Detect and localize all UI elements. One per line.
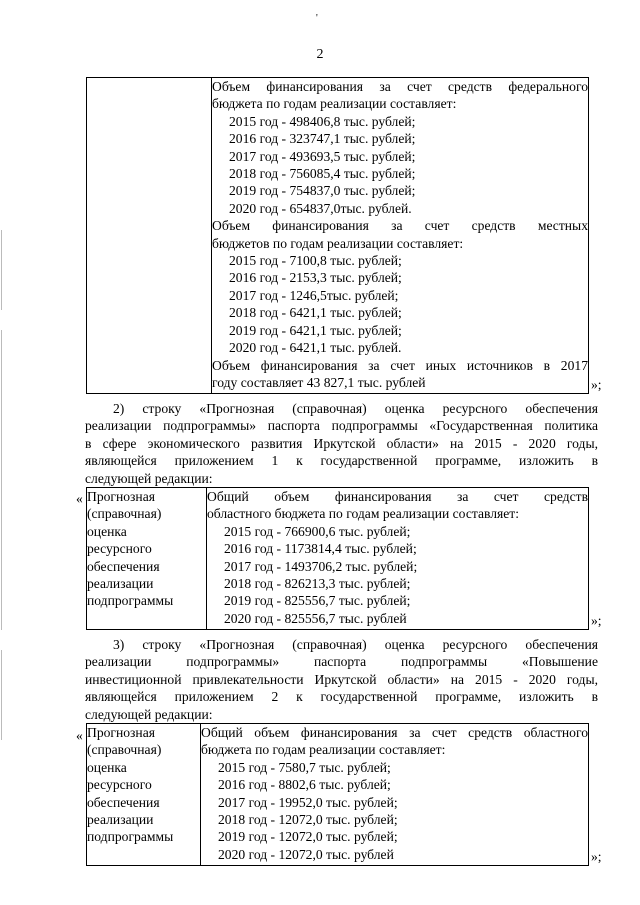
label-line: ресурсного	[87, 541, 152, 557]
closing-quote: »;	[591, 613, 602, 628]
text-line: следующей редакции:	[85, 470, 213, 486]
text-line: реализации подпрограммы» паспорта подпрограммы «Государственная политика	[85, 418, 598, 434]
text-line: реализации подпрограммы» паспорта подпрограммы «Повышение	[85, 654, 598, 670]
label-line: подпрограммы	[87, 593, 174, 609]
text-line: следующей редакции:	[85, 706, 213, 722]
scan-mark: '	[316, 13, 318, 24]
year-line: 2017 год - 493693,5 тыс. рублей;	[229, 148, 416, 164]
label-cell	[87, 488, 207, 630]
text-line: в сфере экономического развития Иркутской области» на 2015 - 2020 годы,	[85, 435, 598, 451]
year-line: 2016 год - 2153,3 тыс. рублей;	[229, 270, 402, 286]
page-number: 2	[316, 47, 324, 62]
year-line: 2015 год - 498406,8 тыс. рублей;	[229, 113, 416, 129]
label-line: обеспечения	[87, 794, 160, 810]
opening-quote: «	[76, 491, 83, 506]
year-line: 2015 год - 7100,8 тыс. рублей;	[229, 253, 402, 269]
text-line: бюджета по годам реализации составляет:	[201, 742, 446, 758]
scan-artifact-line	[1, 230, 2, 310]
text-line: году составляет 43 827,1 тыс. рублей	[212, 374, 426, 390]
label-line: (справочная)	[87, 506, 162, 522]
year-line: 2018 год - 12072,0 тыс. рублей;	[218, 812, 398, 828]
year-line: 2020 год - 654837,0тыс. рублей.	[229, 200, 412, 216]
label-line: оценка	[87, 523, 127, 539]
year-line: 2016 год - 8802,6 тыс. рублей;	[218, 777, 391, 793]
label-cell	[87, 724, 201, 866]
text-line: инвестиционной привлекательности Иркутской области» на 2015 - 2020 годы,	[85, 671, 598, 687]
text-line: областного бюджета по годам реализации составляет:	[207, 506, 520, 522]
closing-quote: »;	[591, 849, 602, 864]
year-line: 2017 год - 19952,0 тыс. рублей;	[218, 794, 398, 810]
regional-funding-table-1	[86, 487, 589, 630]
funding-cell	[207, 488, 589, 630]
text-line: 3) строку «Прогнозная (справочная) оценка ресурсного обеспечения	[113, 637, 598, 652]
text-line: Общий объем финансирования за счет средств областного	[201, 725, 588, 740]
federal-local-funding-table	[86, 77, 589, 394]
year-line: 2019 год - 825556,7 тыс. рублей;	[224, 593, 411, 609]
label-line: Прогнозная	[87, 725, 155, 740]
text-line: Объем финансирования за счет средств федерального	[212, 79, 588, 94]
year-line: 2015 год - 7580,7 тыс. рублей;	[218, 759, 391, 775]
year-line: 2017 год - 1246,5тыс. рублей;	[229, 287, 399, 303]
year-line: 2017 год - 1493706,2 тыс. рублей;	[224, 558, 418, 574]
year-line: 2020 год - 6421,1 тыс. рублей.	[229, 340, 402, 356]
text-line: Объем финансирования за счет иных источников в 2017	[212, 357, 588, 373]
funding-cell	[201, 724, 589, 866]
label-line: (справочная)	[87, 742, 162, 758]
text-line: бюджетов по годам реализации составляет:	[212, 235, 464, 251]
year-line: 2018 год - 756085,4 тыс. рублей;	[229, 166, 416, 182]
scan-artifact-line	[1, 650, 2, 740]
year-line: 2016 год - 1173814,4 тыс. рублей;	[224, 541, 417, 557]
text-line: Объем финансирования за счет средств местных	[212, 218, 588, 234]
label-line: реализации	[87, 576, 154, 592]
empty-label-cell	[87, 78, 212, 394]
label-line: оценка	[87, 759, 127, 775]
paragraph-item-3	[85, 636, 598, 723]
year-line: 2019 год - 12072,0 тыс. рублей;	[218, 829, 398, 845]
label-line: ресурсного	[87, 777, 152, 793]
closing-quote: »;	[591, 377, 602, 392]
regional-funding-table-2	[86, 723, 589, 866]
label-line: обеспечения	[87, 558, 160, 574]
text-line: являющейся приложением 2 к государственной программе, изложить в	[85, 689, 598, 705]
label-line: Прогнозная	[87, 489, 155, 504]
year-line: 2019 год - 6421,1 тыс. рублей;	[229, 322, 402, 338]
text-line: Общий объем финансирования за счет средств	[207, 489, 588, 504]
text-line: являющейся приложением 1 к государственной программе, изложить в	[85, 453, 598, 469]
year-line: 2015 год - 766900,6 тыс. рублей;	[224, 523, 411, 539]
funding-cell	[212, 78, 589, 394]
year-line: 2019 год - 754837,0 тыс. рублей;	[229, 183, 416, 199]
opening-quote: «	[76, 728, 83, 743]
year-line: 2016 год - 323747,1 тыс. рублей;	[229, 131, 416, 147]
label-line: подпрограммы	[87, 829, 174, 845]
scan-artifact-line	[1, 330, 2, 630]
text-line: бюджета по годам реализации составляет:	[212, 96, 457, 112]
year-line: 2018 год - 826213,3 тыс. рублей;	[224, 576, 411, 592]
text-line: 2) строку «Прогнозная (справочная) оценка ресурсного обеспечения	[113, 401, 598, 416]
year-line: 2020 год - 12072,0 тыс. рублей	[218, 846, 394, 862]
year-line: 2018 год - 6421,1 тыс. рублей;	[229, 305, 402, 321]
paragraph-item-2	[85, 400, 598, 487]
label-line: реализации	[87, 812, 154, 828]
year-line: 2020 год - 825556,7 тыс. рублей	[224, 610, 407, 626]
